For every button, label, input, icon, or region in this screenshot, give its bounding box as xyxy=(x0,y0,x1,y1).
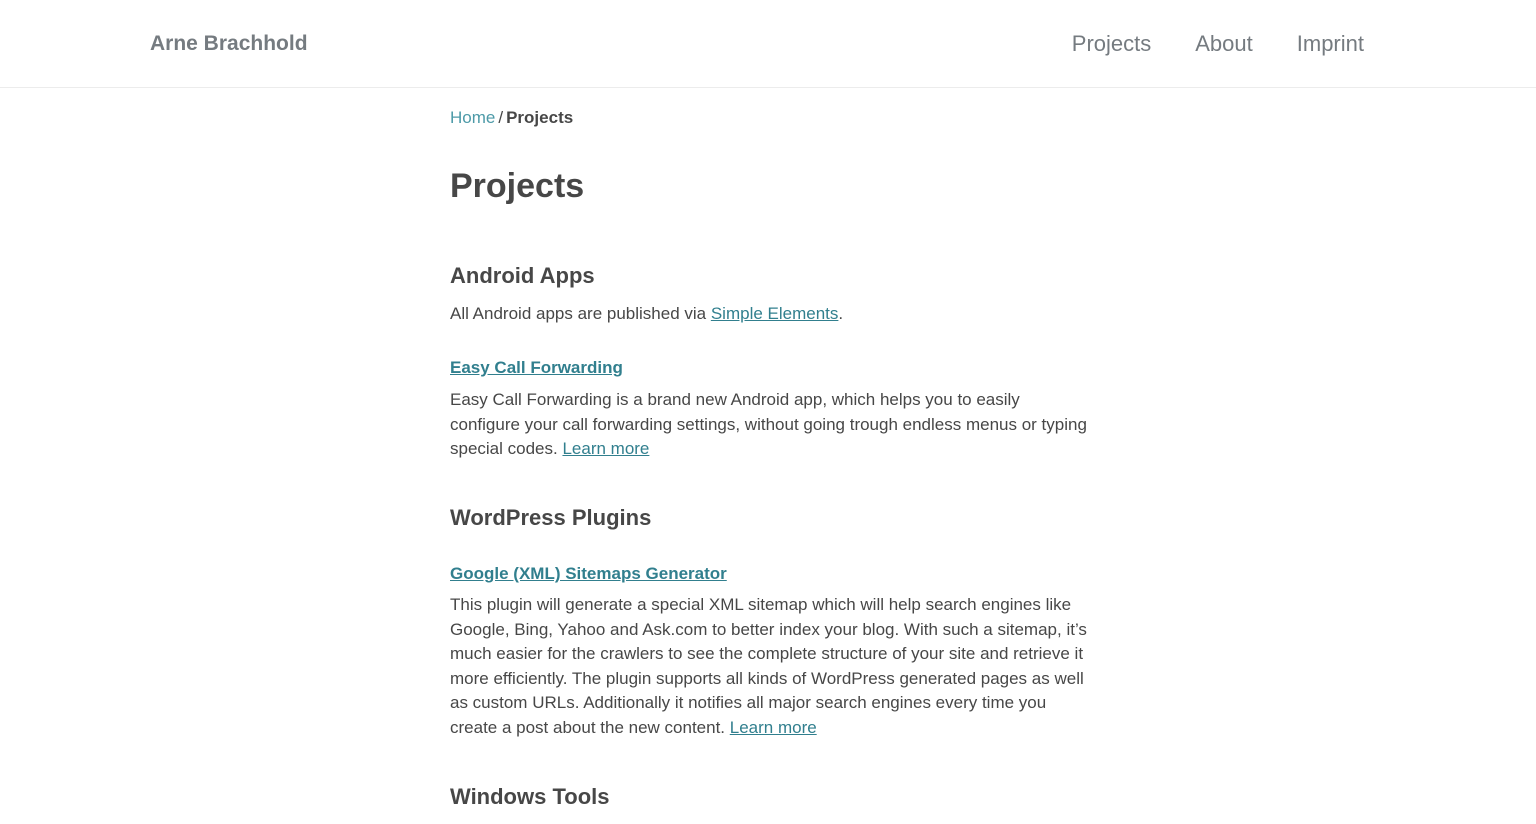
easy-call-forwarding-text: Easy Call Forwarding is a brand new Android app, which helps you to easily configure your call forwarding settings, without going trough endless menus or typing special codes. xyxy=(450,390,1087,459)
sitemaps-generator-text: This plugin will generate a special XML sitemap which will help search engines like Google, Bing, Yahoo and Ask.com to better index your blog. With such a sitemap, it’s much easier for the crawlers to see the complete structure of your site and retrieve it more efficiently. The plugin supports all kinds of WordPress generated pages as well as custom URLs. Additionally it notifies all major search engines every time you create a post about the new content. xyxy=(450,595,1087,737)
android-intro-text: All Android apps are published via xyxy=(450,304,711,323)
main-content xyxy=(450,106,1090,809)
site-title-link[interactable]: Arne Brachhold xyxy=(150,32,308,55)
breadcrumb-home-link[interactable]: Home xyxy=(450,108,496,127)
sitemaps-generator-learn-more-link[interactable]: Learn more xyxy=(729,717,817,737)
easy-call-forwarding-link[interactable]: Easy Call Forwarding xyxy=(450,358,623,377)
breadcrumb xyxy=(450,106,1090,130)
section-heading-android: Android Apps xyxy=(450,263,595,288)
breadcrumb-separator: / xyxy=(498,108,504,127)
nav-item-imprint[interactable]: Imprint xyxy=(1296,31,1364,56)
project-title-easy-call-forwarding xyxy=(450,356,623,380)
site-header xyxy=(0,0,1536,88)
section-heading-wordpress: WordPress Plugins xyxy=(450,505,652,530)
simple-elements-link[interactable]: Simple Elements xyxy=(710,304,839,323)
easy-call-forwarding-description xyxy=(450,388,1090,462)
section-heading-windows: Windows Tools xyxy=(450,784,610,809)
android-intro xyxy=(450,302,1090,327)
project-title-sitemaps-generator xyxy=(450,562,727,586)
nav-item-projects[interactable]: Projects xyxy=(1071,31,1152,56)
android-intro-suffix: . xyxy=(838,304,844,323)
sitemaps-generator-link[interactable]: Google (XML) Sitemaps Generator xyxy=(450,564,727,583)
nav-item-about[interactable]: About xyxy=(1195,31,1253,56)
main-nav xyxy=(1072,30,1364,58)
page-title: Projects xyxy=(450,167,585,205)
breadcrumb-current: Projects xyxy=(506,108,574,127)
easy-call-forwarding-learn-more-link[interactable]: Learn more xyxy=(562,439,650,459)
sitemaps-generator-description xyxy=(450,593,1090,741)
